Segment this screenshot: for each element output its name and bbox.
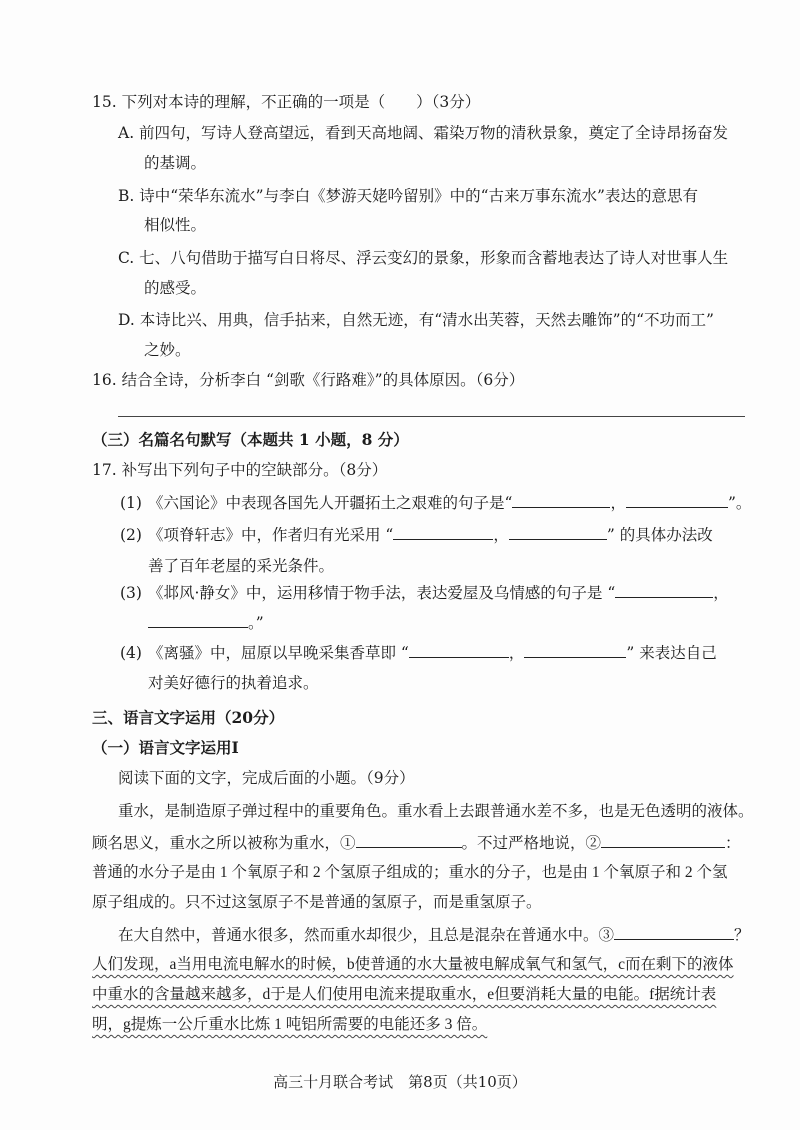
q17-item-3 [120, 582, 729, 604]
option-c-line-2: 的感受。 [144, 279, 207, 297]
option-b-line-1: B. 诗中“荣华东流水”与李白《梦游天姥吟留别》中的“古来万事东流水”表达的意思有 [118, 187, 698, 205]
answer-blank [626, 492, 728, 508]
passage-wavy-line-2: 中重水的含量越来越多，d于是人们使用电流来提取重水，e但要消耗大量的电能。f据统计表 [92, 986, 717, 1003]
passage-line-2-part-c: ： [725, 835, 741, 852]
passage-wavy-line-3: 明，g提炼一公斤重水比炼 1 吨铝所需要的电能还多 3 倍。 [92, 1016, 488, 1033]
answer-blank [512, 492, 610, 508]
reading-instruction: 阅读下面的文字，完成后面的小题。（9分） [118, 769, 415, 787]
page-footer: 高三十月联合考试 第8页（共10页） [273, 1073, 527, 1091]
answer-blank [601, 832, 725, 848]
q17-item-3-number: (3) [120, 584, 142, 602]
passage-line-2 [92, 832, 741, 854]
passage-line-4: 原子组成的。只不过这氢原子不是普通的氢原子，而是重氢原子。 [92, 894, 542, 911]
q17-item-4-continuation: 对美好德行的执着追求。 [148, 674, 319, 692]
q17-item-1-number: (1) [120, 494, 142, 512]
option-b-line-2: 相似性。 [144, 216, 207, 234]
passage-line-1: 重水，是制造原子弹过程中的重要角色。重水看上去跟普通水差不多，也是无色透明的液体。 [118, 803, 754, 820]
passage-line-5-part-a: 在大自然中，普通水很多，然而重水却很少，且总是混杂在普通水中。③ [118, 927, 615, 944]
q17-item-4-text: 《离骚》中，屈原以早晚采集香草即 “ [148, 644, 409, 662]
part-3-heading: 三、语言文字运用（20分） [92, 708, 285, 727]
passage-line-2-part-a: 顾名思义，重水之所以被称为重水，① [92, 835, 356, 852]
answer-blank [615, 582, 713, 598]
q17-item-1 [120, 492, 751, 514]
question-16-stem: 16. 结合全诗，分析李白 “剑歌《行路难》”的具体原因。（6分） [92, 371, 525, 389]
q17-item-4 [120, 642, 717, 664]
passage-line-5 [118, 924, 750, 946]
q17-item-2-text: 《项脊轩志》中，作者归有光采用 “ [148, 526, 394, 544]
question-17-stem: 17. 补写出下列句子中的空缺部分。（8分） [92, 461, 388, 479]
option-d-line-2: 之妙。 [144, 341, 191, 359]
answer-blank [409, 642, 509, 658]
q17-item-1-end: ”。 [727, 494, 752, 512]
answer-divider-line [118, 416, 745, 417]
q17-item-2-separator: ， [493, 526, 509, 544]
passage-line-2-part-b: 。不过严格地说，② [461, 835, 602, 852]
q17-item-4-number: (4) [120, 644, 142, 662]
q17-item-4-end: ” 来表达自己 [626, 644, 717, 662]
option-d-line-1: D. 本诗比兴、用典，信手拈来，自然无迹，有“清水出芙蓉，天然去雕饰”的“不功而工” [118, 311, 714, 329]
option-c-line-1: C. 七、八句借助于描写白日将尽、浮云变幻的景象，形象而含蓄地表达了诗人对世事人生 [118, 249, 729, 267]
section-famous-quotes-heading: （三）名篇名句默写（本题共 1 小题，8 分） [92, 430, 409, 449]
q17-item-1-text: 《六国论》中表现各国先人开疆拓土之艰难的句子是“ [148, 494, 513, 512]
passage-wavy-line-1: 人们发现，a当用电流电解水的时候，b使普通的水大量被电解成氧气和氢气，c而在剩下的液体 [92, 956, 734, 973]
q17-item-2-number: (2) [120, 526, 142, 544]
q17-item-4-separator: ， [508, 644, 525, 662]
q17-item-2 [120, 524, 713, 546]
q17-item-3-end: 。” [248, 614, 264, 632]
q17-item-3-continuation [148, 612, 264, 634]
q17-item-3-text: 《邶风·静女》中，运用移情于物手法，表达爱屋及乌情感的句子是 “ [148, 584, 616, 602]
option-a-line-1: A. 前四句，写诗人登高望远，看到天高地阔、霜染万物的清秋景象，奠定了全诗昂扬奋发 [118, 124, 729, 142]
q17-item-1-separator: ， [610, 494, 626, 512]
q17-item-2-continuation: 善了百年老屋的采光条件。 [148, 557, 335, 575]
passage-line-3: 普通的水分子是由 1 个氧原子和 2 个氢原子组成的；重水的分子，也是由 1 个氧原子和 2 个氢 [92, 864, 728, 881]
q17-item-3-separator: ， [713, 584, 729, 602]
q17-item-2-end: ” 的具体办法改 [606, 526, 713, 544]
answer-blank [509, 524, 607, 540]
passage-line-5-part-b: ？ [734, 927, 750, 944]
answer-blank [356, 832, 462, 848]
question-15-stem: 15. 下列对本诗的理解，不正确的一项是（ ）（3分） [92, 93, 481, 111]
answer-blank [614, 924, 734, 940]
answer-blank [148, 612, 248, 628]
answer-blank [524, 642, 626, 658]
answer-blank [393, 524, 493, 540]
subsection-heading: （一）语言文字运用I [92, 738, 239, 757]
option-a-line-2: 的基调。 [144, 154, 207, 172]
